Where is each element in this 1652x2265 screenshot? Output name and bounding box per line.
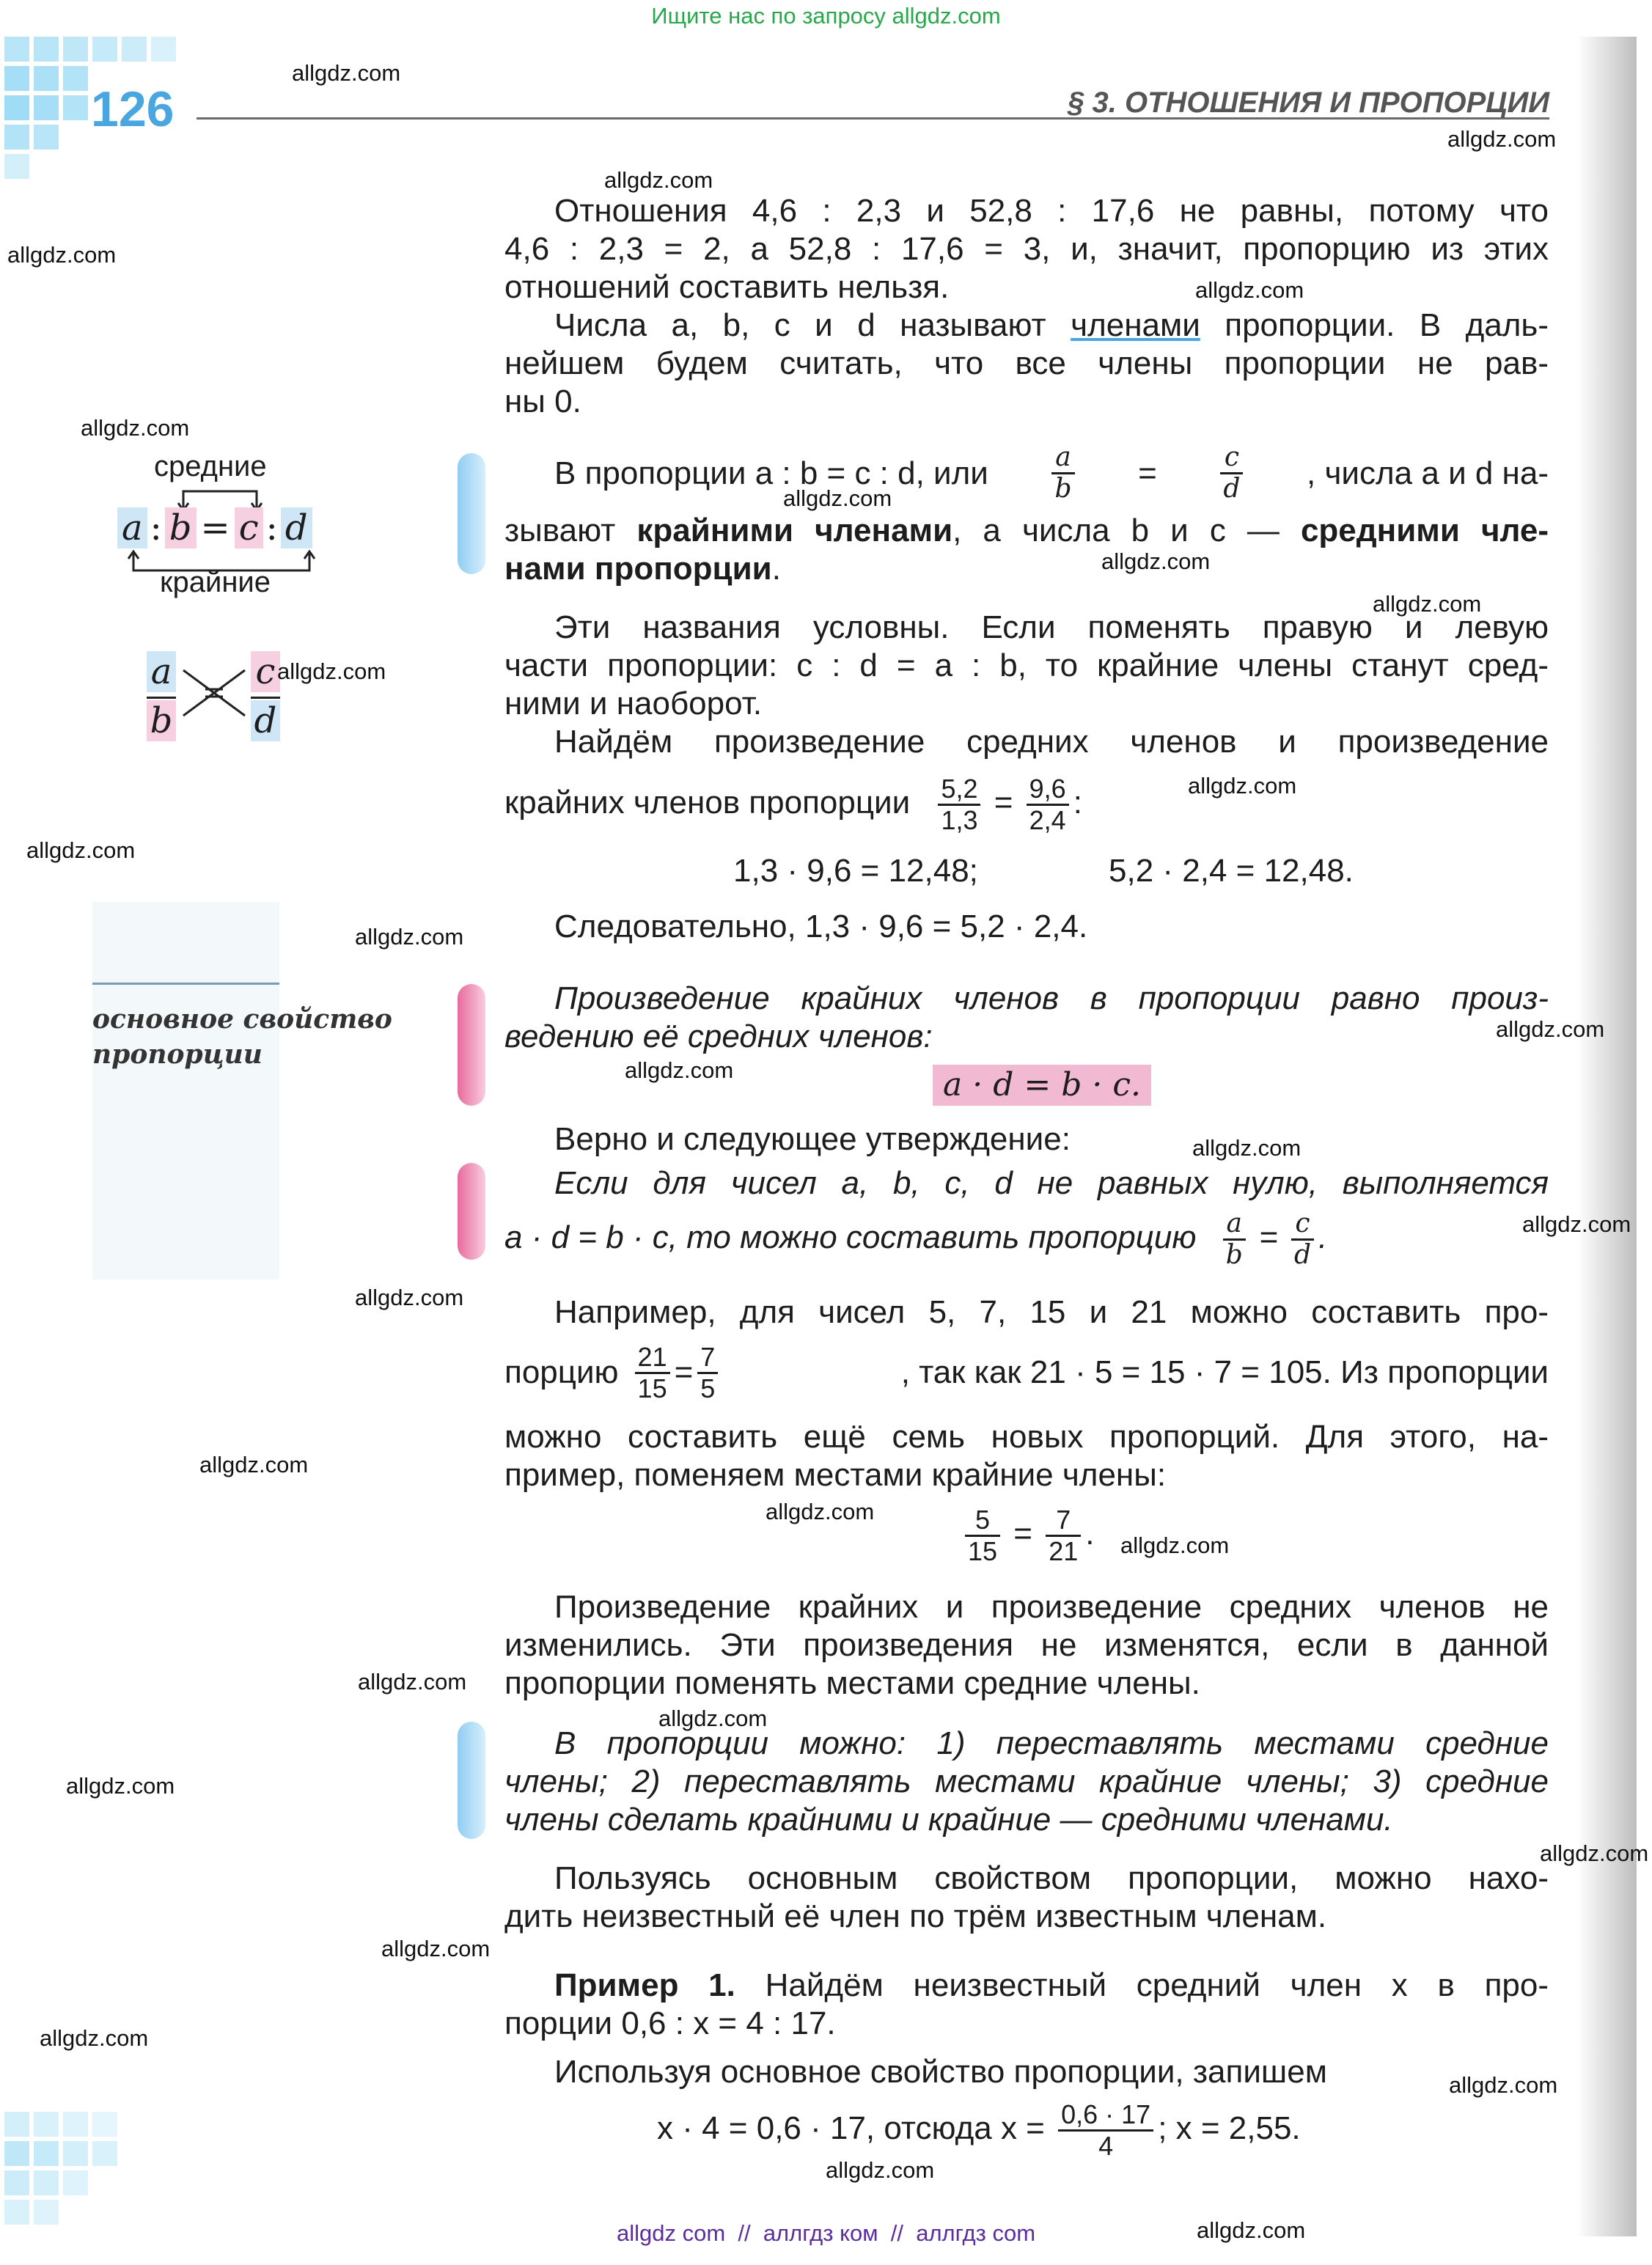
watermark: allgdz.com [1188, 773, 1297, 799]
example-result: ; x = 2,55. [1158, 2110, 1301, 2146]
watermark: allgdz.com [277, 658, 386, 684]
p8-f1-den: 15 [637, 1373, 667, 1403]
sidebar-rule [92, 983, 279, 985]
p8-line1: Например, для чисел 5, 7, 15 и 21 можно составить про- [554, 1294, 1549, 1330]
p3-frac1-num: a [1051, 443, 1074, 474]
example-line2: порции 0,6 : x = 4 : 17. [504, 2005, 836, 2041]
page-number: 126 [91, 81, 175, 137]
p3-frac2-den: d [1223, 474, 1241, 504]
rule3-line1: В пропорции можно: 1) переставлять местами средние [554, 1725, 1549, 1761]
p8-text-b: , так как 21 · 5 = 15 · 7 = 105. Из пропорции [900, 1354, 1549, 1390]
p8-line4: пример, поменяем местами крайние члены: [504, 1457, 1167, 1493]
watermark: allgdz.com [26, 837, 136, 863]
example-line1 [554, 1967, 1549, 2005]
p8-f3-num: 5 [965, 1505, 1000, 1537]
watermark: allgdz.com [1449, 2072, 1558, 2098]
watermark: allgdz.com [1195, 277, 1304, 303]
p8-f2-num: 7 [697, 1343, 718, 1374]
p3-text-b: , числа a и d на- [1307, 455, 1549, 491]
p3-l2-a: зывают [504, 513, 637, 548]
watermark: allgdz.com [1197, 2217, 1306, 2243]
p6: Следовательно, 1,3 · 9,6 = 5,2 · 2,4. [554, 908, 1088, 944]
watermark: allgdz.com [766, 1499, 875, 1524]
rule1-line1: Произведение крайних членов в пропорции равно произ- [554, 980, 1549, 1016]
p8-f1-num: 21 [635, 1343, 670, 1374]
p5-eq: = [994, 785, 1013, 821]
watermark: allgdz.com [1101, 548, 1211, 574]
p5-colon: : [1073, 785, 1082, 821]
p9-line2: изменились. Эти произведения не изменятся, если в данной [504, 1627, 1549, 1663]
rule2-frac1 [1223, 1209, 1246, 1270]
sidebar-panel [92, 902, 279, 1280]
rule1-line2: ведению её средних членов: [504, 1018, 933, 1054]
p10-line2: дить неизвестный её член по трём известным членам. [504, 1898, 1327, 1934]
watermark: allgdz.com [66, 1773, 175, 1799]
p2-text-a: Числа a, b, c и d называют [554, 307, 1071, 343]
watermark: allgdz.com [199, 1452, 309, 1477]
p4-line2: части пропорции: c : d = a : b, то крайние члены станут сред- [504, 647, 1549, 683]
rule2-text: a · d = b · c, то можно составить пропорцию [504, 1219, 1197, 1255]
diagram-extreme-label: крайние [160, 566, 271, 598]
margin-term: основное свойство пропорции [92, 1004, 392, 1070]
watermark: allgdz.com [826, 2157, 935, 2183]
diagram-proportion [117, 507, 312, 548]
p10-line1: Пользуясь основным свойством пропорции, можно нахо- [554, 1860, 1549, 1896]
section-title: § 3. ОТНОШЕНИЯ И ПРОПОРЦИИ [1068, 87, 1549, 119]
watermark: allgdz.com [625, 1057, 734, 1083]
watermark: allgdz.com [1447, 126, 1557, 152]
example-label: Пример 1. [554, 1967, 735, 2003]
watermark: allgdz.com [658, 1706, 768, 1731]
cross-fraction-bar-left [147, 697, 176, 699]
example-frac-num: 0,6 · 17 [1058, 2100, 1153, 2132]
bottom-watermark[interactable]: allgdz com // аллгдз ком // аллгдз com [616, 2220, 1036, 2246]
cross-fraction-bar-right [251, 697, 280, 699]
rule3-line2: члены; 2) переставлять местами крайние члены; 3) средние [504, 1763, 1549, 1799]
p3-fraction-cd [1220, 443, 1243, 504]
pink-bar-1 [458, 984, 485, 1106]
rule3-line3: члены сделать крайними и крайние — средними членами. [504, 1802, 1393, 1838]
watermark: allgdz.com [1192, 1135, 1302, 1161]
p1-line3: отношений составить нельзя. [504, 269, 950, 305]
p3-line2 [504, 512, 1549, 550]
rule2-frac2 [1291, 1209, 1314, 1270]
p8-f3-den: 15 [968, 1535, 998, 1566]
p7: Верно и следующее утверждение: [554, 1121, 1071, 1157]
p8-line3: можно составить ещё семь новых пропорций. Для этого, на- [504, 1419, 1549, 1455]
blue-bar-2 [458, 1722, 485, 1839]
cross-d: d [251, 700, 280, 741]
rule2-line1: Если для чисел a, b, c, d не равных нулю, выполняется [554, 1165, 1549, 1201]
term-members: членами [1071, 307, 1200, 343]
p8-f4-num: 7 [1046, 1505, 1081, 1537]
p1-line2: 4,6 : 2,3 = 2, а 52,8 : 17,6 = 3, и, значит, пропорцию из этих [504, 231, 1549, 267]
page-edge-shadow [1576, 37, 1637, 2236]
p5-line1: Найдём произведение средних членов и произведение [554, 724, 1549, 760]
example-eq-text: x · 4 = 0,6 · 17, отсюда x = [657, 2110, 1045, 2146]
p5-text: крайних членов пропорции [504, 785, 911, 821]
p5-f2-num: 9,6 [1027, 774, 1069, 806]
watermark: allgdz.com [355, 924, 464, 950]
p5-f1-den: 1,3 [941, 804, 978, 835]
rule2-end: . [1318, 1219, 1328, 1255]
p8-f2-den: 5 [700, 1373, 716, 1403]
p8-line2 [504, 1342, 1549, 1403]
rule2-line2 [504, 1208, 1549, 1270]
p9-line1: Произведение крайних и произведение средних членов не [554, 1589, 1549, 1625]
term-extreme: крайними членами [636, 513, 953, 548]
watermark: allgdz.com [604, 167, 713, 193]
rule1-formula: a · d = b · c. [933, 1065, 1151, 1106]
cross-b: b [147, 700, 176, 741]
p5-calc1: 1,3 · 9,6 = 12,48; [733, 853, 978, 889]
p5-frac2 [1027, 774, 1069, 835]
p3-frac2-num: c [1220, 443, 1243, 474]
p8-fraction-row [961, 1503, 1095, 1566]
cross-c: c [251, 651, 280, 692]
p5-line2 [504, 770, 1549, 836]
p8-end: . [1085, 1516, 1095, 1552]
p2-line1 [554, 306, 1549, 345]
watermark: allgdz.com [7, 242, 117, 268]
example-frac [1058, 2100, 1153, 2161]
watermark: allgdz.com [358, 1669, 467, 1695]
term-b: b [165, 507, 197, 548]
term-c: c [235, 507, 263, 548]
blue-bar-1 [458, 453, 485, 574]
p3-l2-c: , а числа b и c — [952, 513, 1301, 548]
p3-fraction-ab [1051, 443, 1074, 504]
p8-frac3 [965, 1505, 1000, 1566]
example-line4 [657, 2096, 1301, 2162]
p9-line3: пропорции поменять местами средние члены. [504, 1665, 1200, 1701]
watermark: allgdz.com [1540, 1840, 1649, 1866]
watermark: allgdz.com [40, 2025, 149, 2051]
cross-a: a [147, 651, 176, 692]
rule2-f1-num: a [1223, 1209, 1246, 1241]
watermark: allgdz.com [292, 60, 401, 86]
watermark: allgdz.com [355, 1285, 464, 1310]
p2-line2: нейшем будем считать, что все члены пропорции не рав- [504, 345, 1549, 381]
p3-text-a: В пропорции a : b = c : d, или [554, 455, 988, 491]
p5-f1-num: 5,2 [938, 774, 980, 806]
p4-line3: ними и наоборот. [504, 686, 763, 722]
colon-2: : [265, 507, 278, 548]
p8-frac2 [697, 1343, 718, 1403]
colon-1: : [150, 507, 162, 548]
p2-line3: ны 0. [504, 383, 581, 419]
p3-line3 [504, 550, 1549, 588]
p8-eq: = [674, 1354, 694, 1390]
p3-frac1-den: b [1054, 474, 1072, 504]
watermark: allgdz.com [81, 415, 190, 441]
p5-f2-den: 2,4 [1029, 804, 1066, 835]
watermark: allgdz.com [783, 485, 892, 511]
p8-frac4 [1046, 1505, 1081, 1566]
watermark: allgdz.com [1120, 1532, 1230, 1558]
watermark: allgdz.com [1522, 1211, 1631, 1237]
term-middle-cont: нами пропорции [504, 551, 772, 587]
p8-f4-den: 21 [1049, 1535, 1079, 1566]
example-frac-den: 4 [1098, 2130, 1114, 2161]
p8-eq2: = [1013, 1516, 1032, 1552]
p8-text-a: порцию [504, 1354, 619, 1390]
watermark: allgdz.com [1373, 591, 1482, 617]
term-d: d [281, 507, 312, 548]
p4-line1: Эти названия условны. Если поменять правую и левую [554, 609, 1549, 645]
watermark: allgdz.com [381, 1936, 491, 1961]
rule2-eq: = [1259, 1219, 1278, 1255]
watermark: allgdz.com [1496, 1016, 1605, 1042]
p3-line1 [554, 443, 1549, 504]
p5-frac1 [938, 774, 980, 835]
rule2-f2-den: d [1293, 1239, 1311, 1270]
p8-frac1 [635, 1343, 670, 1403]
p3-eq: = [1138, 455, 1157, 491]
cross-arrows-icon [179, 660, 249, 726]
pink-bar-2 [458, 1163, 485, 1260]
term-middle: средними чле- [1300, 513, 1549, 548]
p3-l3-end: . [771, 551, 781, 587]
rule2-f1-den: b [1225, 1239, 1243, 1270]
p1-line1: Отношения 4,6 : 2,3 и 52,8 : 17,6 не равны, потому что [554, 193, 1549, 229]
p2-text-c: пропорции. В даль- [1200, 307, 1549, 343]
rule2-f2-num: c [1291, 1209, 1314, 1241]
top-watermark[interactable]: Ищите нас по запросу allgdz.com [651, 3, 1001, 29]
equals: = [200, 507, 230, 548]
example-line3: Используя основное свойство пропорции, запишем [554, 2054, 1327, 2090]
p5-calc2: 5,2 · 2,4 = 12,48. [1109, 853, 1354, 889]
example-text1: Найдём неизвестный средний член x в про- [735, 1967, 1549, 2003]
diagram-middle-label: средние [154, 450, 267, 482]
term-a: a [117, 507, 147, 548]
